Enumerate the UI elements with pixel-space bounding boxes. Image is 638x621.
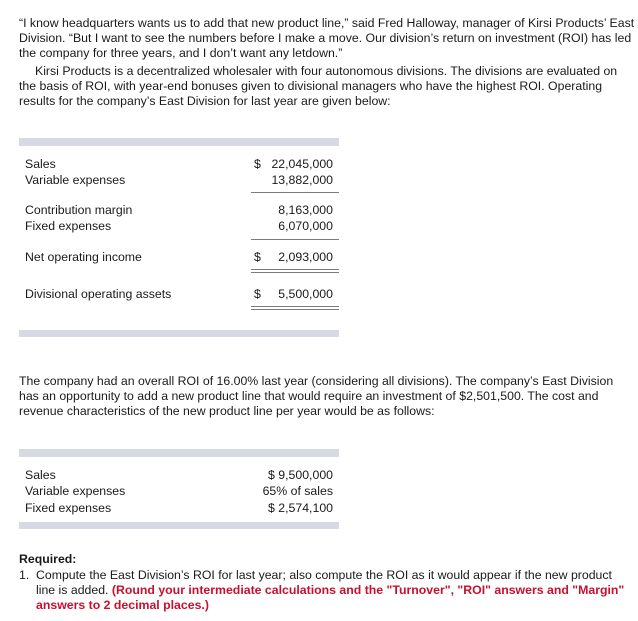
row-label: Divisional operating assets	[25, 287, 172, 301]
table-top-band	[19, 449, 339, 457]
east-division-table	[19, 138, 339, 338]
row-value: 65% of sales	[262, 484, 333, 498]
row-value: $ 9,500,000	[268, 468, 333, 482]
table-bottom-band	[19, 522, 339, 529]
row-label: Variable expenses	[25, 484, 126, 498]
table-row-variable-expenses	[19, 173, 339, 189]
row-label: Fixed expenses	[25, 219, 112, 233]
row-label: Net operating income	[25, 250, 142, 264]
row-value: 5,500,000	[278, 287, 333, 301]
row-label: Variable expenses	[25, 173, 126, 187]
row-label: Sales	[25, 468, 56, 482]
row-value: 8,163,000	[278, 203, 333, 217]
rounding-instruction: (Round your intermediate calculations and the "Turnover", "ROI" answers and "Margin" answers to 2 decimal places.)	[36, 583, 625, 612]
row-value: 2,093,000	[278, 250, 333, 264]
table-row-contribution-margin	[19, 203, 339, 219]
table-row-fixed-expenses	[19, 219, 339, 235]
row-value: 22,045,000	[271, 157, 333, 171]
table-row-sales	[19, 468, 339, 484]
item-text: Compute the East Division’s ROI for last year; also compute the ROI as it would appear if the new product line is added.	[36, 568, 612, 597]
double-rule	[251, 269, 339, 273]
table-row-sales	[19, 157, 339, 173]
table-row-fixed-expenses	[19, 501, 339, 517]
row-label: Sales	[25, 157, 56, 171]
dollar-sign: $	[254, 287, 261, 301]
row-value: 13,882,000	[271, 173, 333, 187]
table-row-net-operating-income	[19, 250, 339, 266]
new-product-line-table	[19, 449, 339, 529]
subtotal-rule	[251, 239, 339, 240]
item-number: 1.	[19, 568, 30, 582]
double-rule	[251, 306, 339, 310]
table-top-band	[19, 138, 339, 146]
row-value: $ 2,574,100	[268, 501, 333, 515]
dollar-sign: $	[254, 157, 261, 171]
required-item-1	[19, 568, 629, 613]
required-heading: Required:	[19, 552, 77, 566]
item-text-wrapper	[19, 568, 629, 613]
table-row-divisional-assets	[19, 287, 339, 303]
intro-paragraph-2: Kirsi Products is a decentralized wholesaler with four autonomous divisions. The divisions are evaluated on the basis of ROI, with year-end bonuses given to divisional managers who have the highest ROI. Operating results for the company’s East Division for last year are given below:	[19, 64, 618, 108]
table-row-variable-expenses	[19, 484, 339, 500]
new-product-paragraph: The company had an overall ROI of 16.00% last year (considering all divisions). The company’s East Division has an opportunity to add a new product line that would require an investment of $2,501,500. The cost and revenue characteristics of the new product line per year would be as follows:	[19, 374, 614, 418]
dollar-sign: $	[254, 250, 261, 264]
subtotal-rule	[251, 192, 339, 193]
row-label: Contribution margin	[25, 203, 133, 217]
intro-paragraph-1: “I know headquarters wants us to add that new product line,” said Fred Halloway, manager of Kirsi Products’ East Division. “But I want to see the numbers before I make a move. Our division’s return on investment (ROI) has led the company for three years, and I don’t want any letdown.”	[19, 16, 635, 60]
row-value: 6,070,000	[278, 219, 333, 233]
row-label: Fixed expenses	[25, 501, 112, 515]
table-bottom-band	[19, 330, 339, 337]
